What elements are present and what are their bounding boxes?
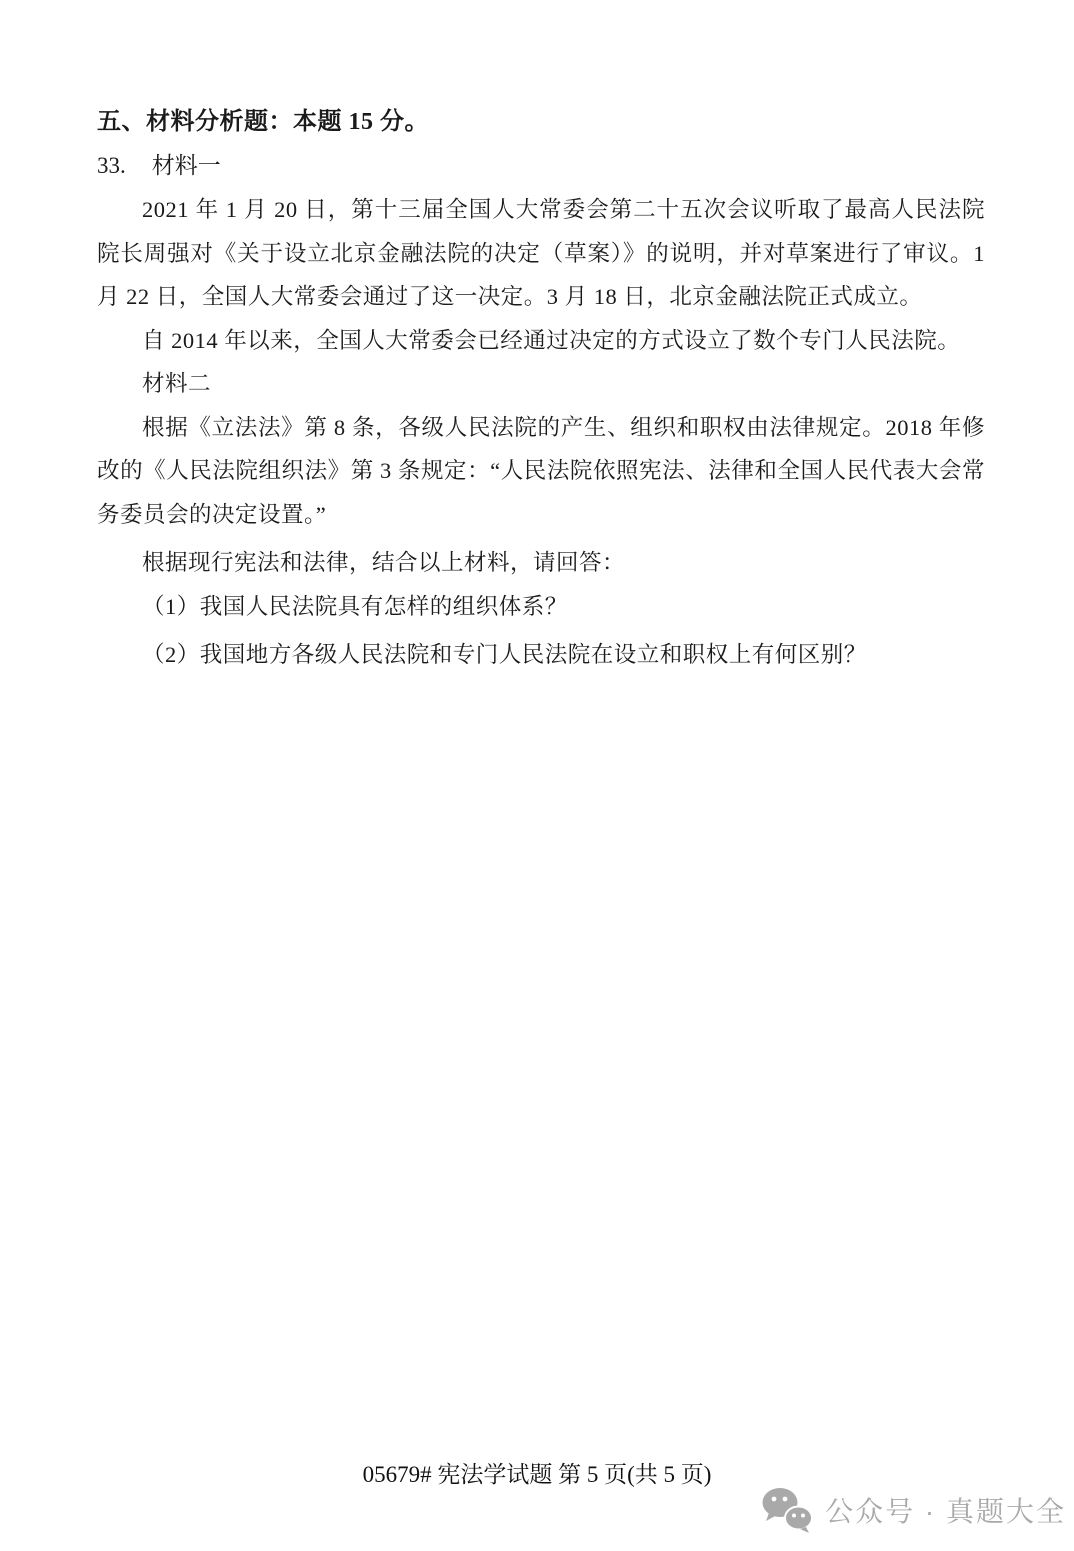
material-one-paragraph-1: 2021 年 1 月 20 日，第十三届全国人大常委会第二十五次会议听取了最高人民法院院长周强对《关于设立北京金融法院的决定（草案）》的说明，并对草案进行了审议。1 月 22 日，全国人大常委会通过了这一决定。3 月 18 日，北京金融法院正式成立。 — [97, 197, 985, 309]
material-one-label: 材料一 — [151, 153, 221, 178]
watermark-text: 公众号 · 真题大全 — [825, 1496, 1066, 1527]
sub-question-1: （1）我国人民法院具有怎样的组织体系？ — [142, 593, 568, 619]
question-line — [97, 144, 985, 188]
section-heading: 五、材料分析题：本题 15 分。 — [97, 109, 429, 135]
page-footer: 05679# 宪法学试题 第 5 页(共 5 页) — [362, 1462, 712, 1487]
exam-content — [97, 100, 985, 677]
material-one-paragraph-2: 自 2014 年以来，全国人大常委会已经通过决定的方式设立了数个专门人民法院。 — [142, 327, 961, 353]
material-two-label: 材料二 — [142, 371, 212, 396]
material-two-paragraph: 根据《立法法》第 8 条，各级人民法院的产生、组织和职权由法律规定。2018 年修改的《人民法院组织法》第 3 条规定：“人民法院依照宪法、法律和全国人民代表大会常务委员会的决定设置。” — [97, 414, 985, 527]
wechat-icon — [761, 1487, 813, 1533]
watermark — [761, 1487, 1066, 1533]
answer-instruction: 根据现行宪法和法律，结合以上材料，请回答： — [142, 550, 626, 575]
sub-question-2: （2）我国地方各级人民法院和专门人民法院在设立和职权上有何区别？ — [142, 642, 867, 667]
question-number: 33. — [97, 153, 126, 178]
